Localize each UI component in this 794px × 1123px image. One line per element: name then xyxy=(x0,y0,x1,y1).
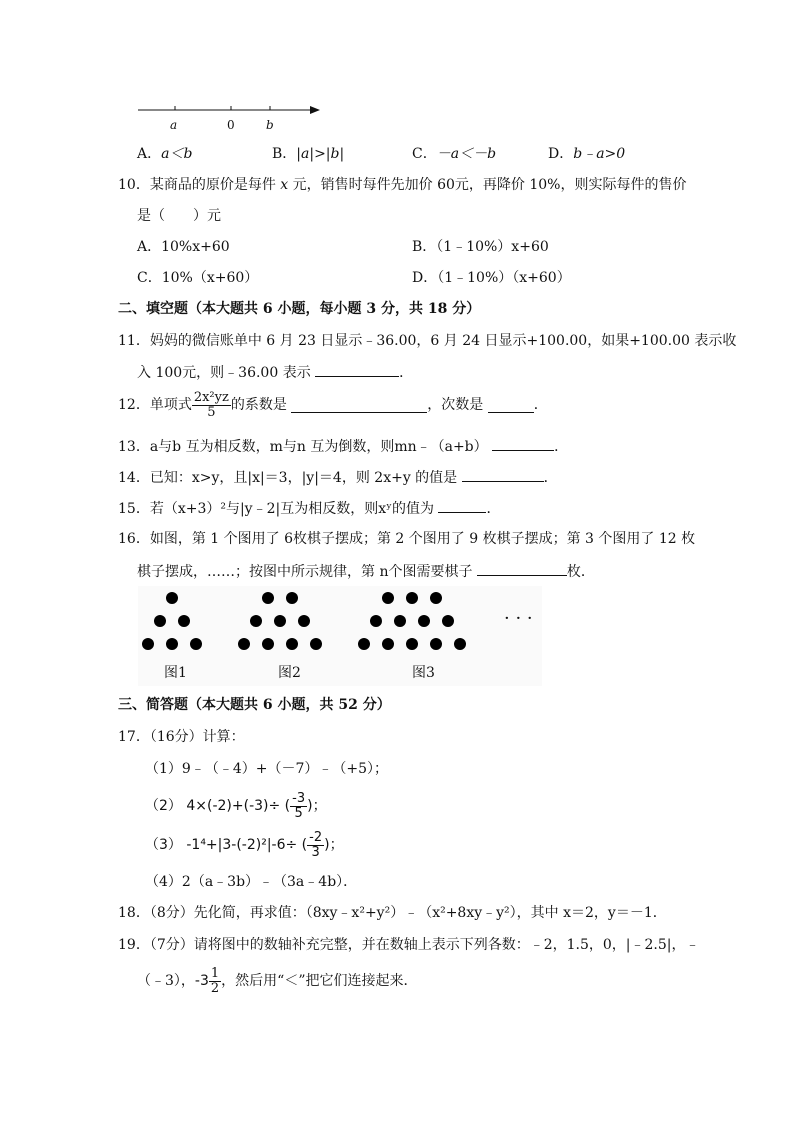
figure-ellipsis: · · · xyxy=(504,608,533,629)
number-line-label-a: a xyxy=(170,118,178,132)
q17-part-1: （1）9﹣（﹣4）+（－7）﹣（+5）； xyxy=(145,761,388,777)
q14: 14．已知：x>y，且|x|＝3，|y|＝4，则 2x+y 的值是 ． xyxy=(118,467,558,487)
q11-answer-blank[interactable] xyxy=(315,362,399,377)
q10-stem: 10．某商品的原价是每件 x 元，销售时每件先加价 60元，再降价 10%，则实际每件的售价 xyxy=(118,177,687,193)
section-2-heading: 二、填空题（本大题共 6 小题，每小题 3 分，共 18 分） xyxy=(118,301,481,317)
q16-line1: 16．如图，第 1 个图用了 6枚棋子摆成；第 2 个图用了 9 枚棋子摆成；第 3 个图用了 12 枚 xyxy=(118,531,696,547)
figure-label-2: 图2 xyxy=(278,665,301,681)
q10-stem-line2: 是（ ）元 xyxy=(137,208,221,224)
q11-line2: 入 100元，则﹣36.00 表示 ． xyxy=(137,362,413,382)
q19-line1: 19．（7分）请将图中的数轴补充完整，并在数轴上表示下列各数：﹣2，1.5，0，|﹣2.5|，﹣ xyxy=(118,937,700,953)
q15-answer-blank[interactable] xyxy=(438,498,486,513)
q13: 13．a与b 互为相反数，m与n 互为倒数，则mn﹣（a+b） ． xyxy=(118,436,568,456)
section-3-heading: 三、简答题（本大题共 6 小题，共 52 分） xyxy=(118,697,391,713)
q17-part-3: （3） -1⁴+|3-(-2)²|-6÷ ( $\frac{-2}{3}$ )； xyxy=(145,829,344,860)
q9-option-b: B．|a|>|b| xyxy=(272,146,345,162)
q17-heading: 17．（16分）计算： xyxy=(118,729,245,745)
q10-option-a: A．10%x+60 xyxy=(137,239,230,255)
q12-degree-blank[interactable] xyxy=(488,398,534,413)
figure-label-3: 图3 xyxy=(412,665,435,681)
q12: 12．单项式 $\frac{\text{2x²yz}}{5}$ 的系数是 ，次数是 ． xyxy=(118,389,548,420)
number-line-label-zero: 0 xyxy=(227,118,235,132)
q14-answer-blank[interactable] xyxy=(462,467,544,482)
q13-answer-blank[interactable] xyxy=(492,436,554,451)
number-line-label-b: b xyxy=(266,118,274,132)
q10-option-b: B．（1﹣10%）x+60 xyxy=(412,239,549,255)
pattern-dots xyxy=(138,586,542,686)
q11-line1: 11．妈妈的微信账单中 6 月 23 日显示﹣36.00，6 月 24 日显示+100.00，如果+100.00 表示收 xyxy=(118,333,737,349)
q12-coefficient-blank[interactable] xyxy=(291,398,427,413)
q18: 18．（8分）先化简，再求值：（8xy﹣x²+y²）﹣（x²+8xy﹣y²），其中 x＝2，y＝－1． xyxy=(118,905,667,921)
q16-answer-blank[interactable] xyxy=(477,561,567,576)
q9-option-c: C．－a＜－b xyxy=(412,146,497,162)
q15: 15．若（x+3）²与|y﹣2|互为相反数，则xʸ的值为 ． xyxy=(118,498,500,518)
q10-option-d: D．（1﹣10%）（x+60） xyxy=(412,270,571,286)
q17-part-2: （2） 4×(-2)+(-3)÷ ( $\frac{-3}{5}$ )； xyxy=(145,790,327,821)
pattern-figure xyxy=(138,586,542,686)
q9-option-a: A．a＜b xyxy=(137,146,193,162)
q16-line2: 棋子摆成，……；按图中所示规律，第 n个图需要棋子 枚． xyxy=(137,561,595,581)
figure-label-1: 图1 xyxy=(164,665,187,681)
q12-fraction: $\frac{\text{2x²yz}}{5}$ xyxy=(193,389,229,420)
q10-option-c: C．10%（x+60） xyxy=(137,270,259,286)
q19-line2: （﹣3），-3 $\frac{1}{2}$ ，然后用“＜”把它们连接起来． xyxy=(137,965,418,996)
q9-option-d: D．b﹣a>0 xyxy=(548,146,626,162)
q17-part-4: （4）2（a﹣3b）﹣（3a﹣4b）． xyxy=(145,874,358,890)
